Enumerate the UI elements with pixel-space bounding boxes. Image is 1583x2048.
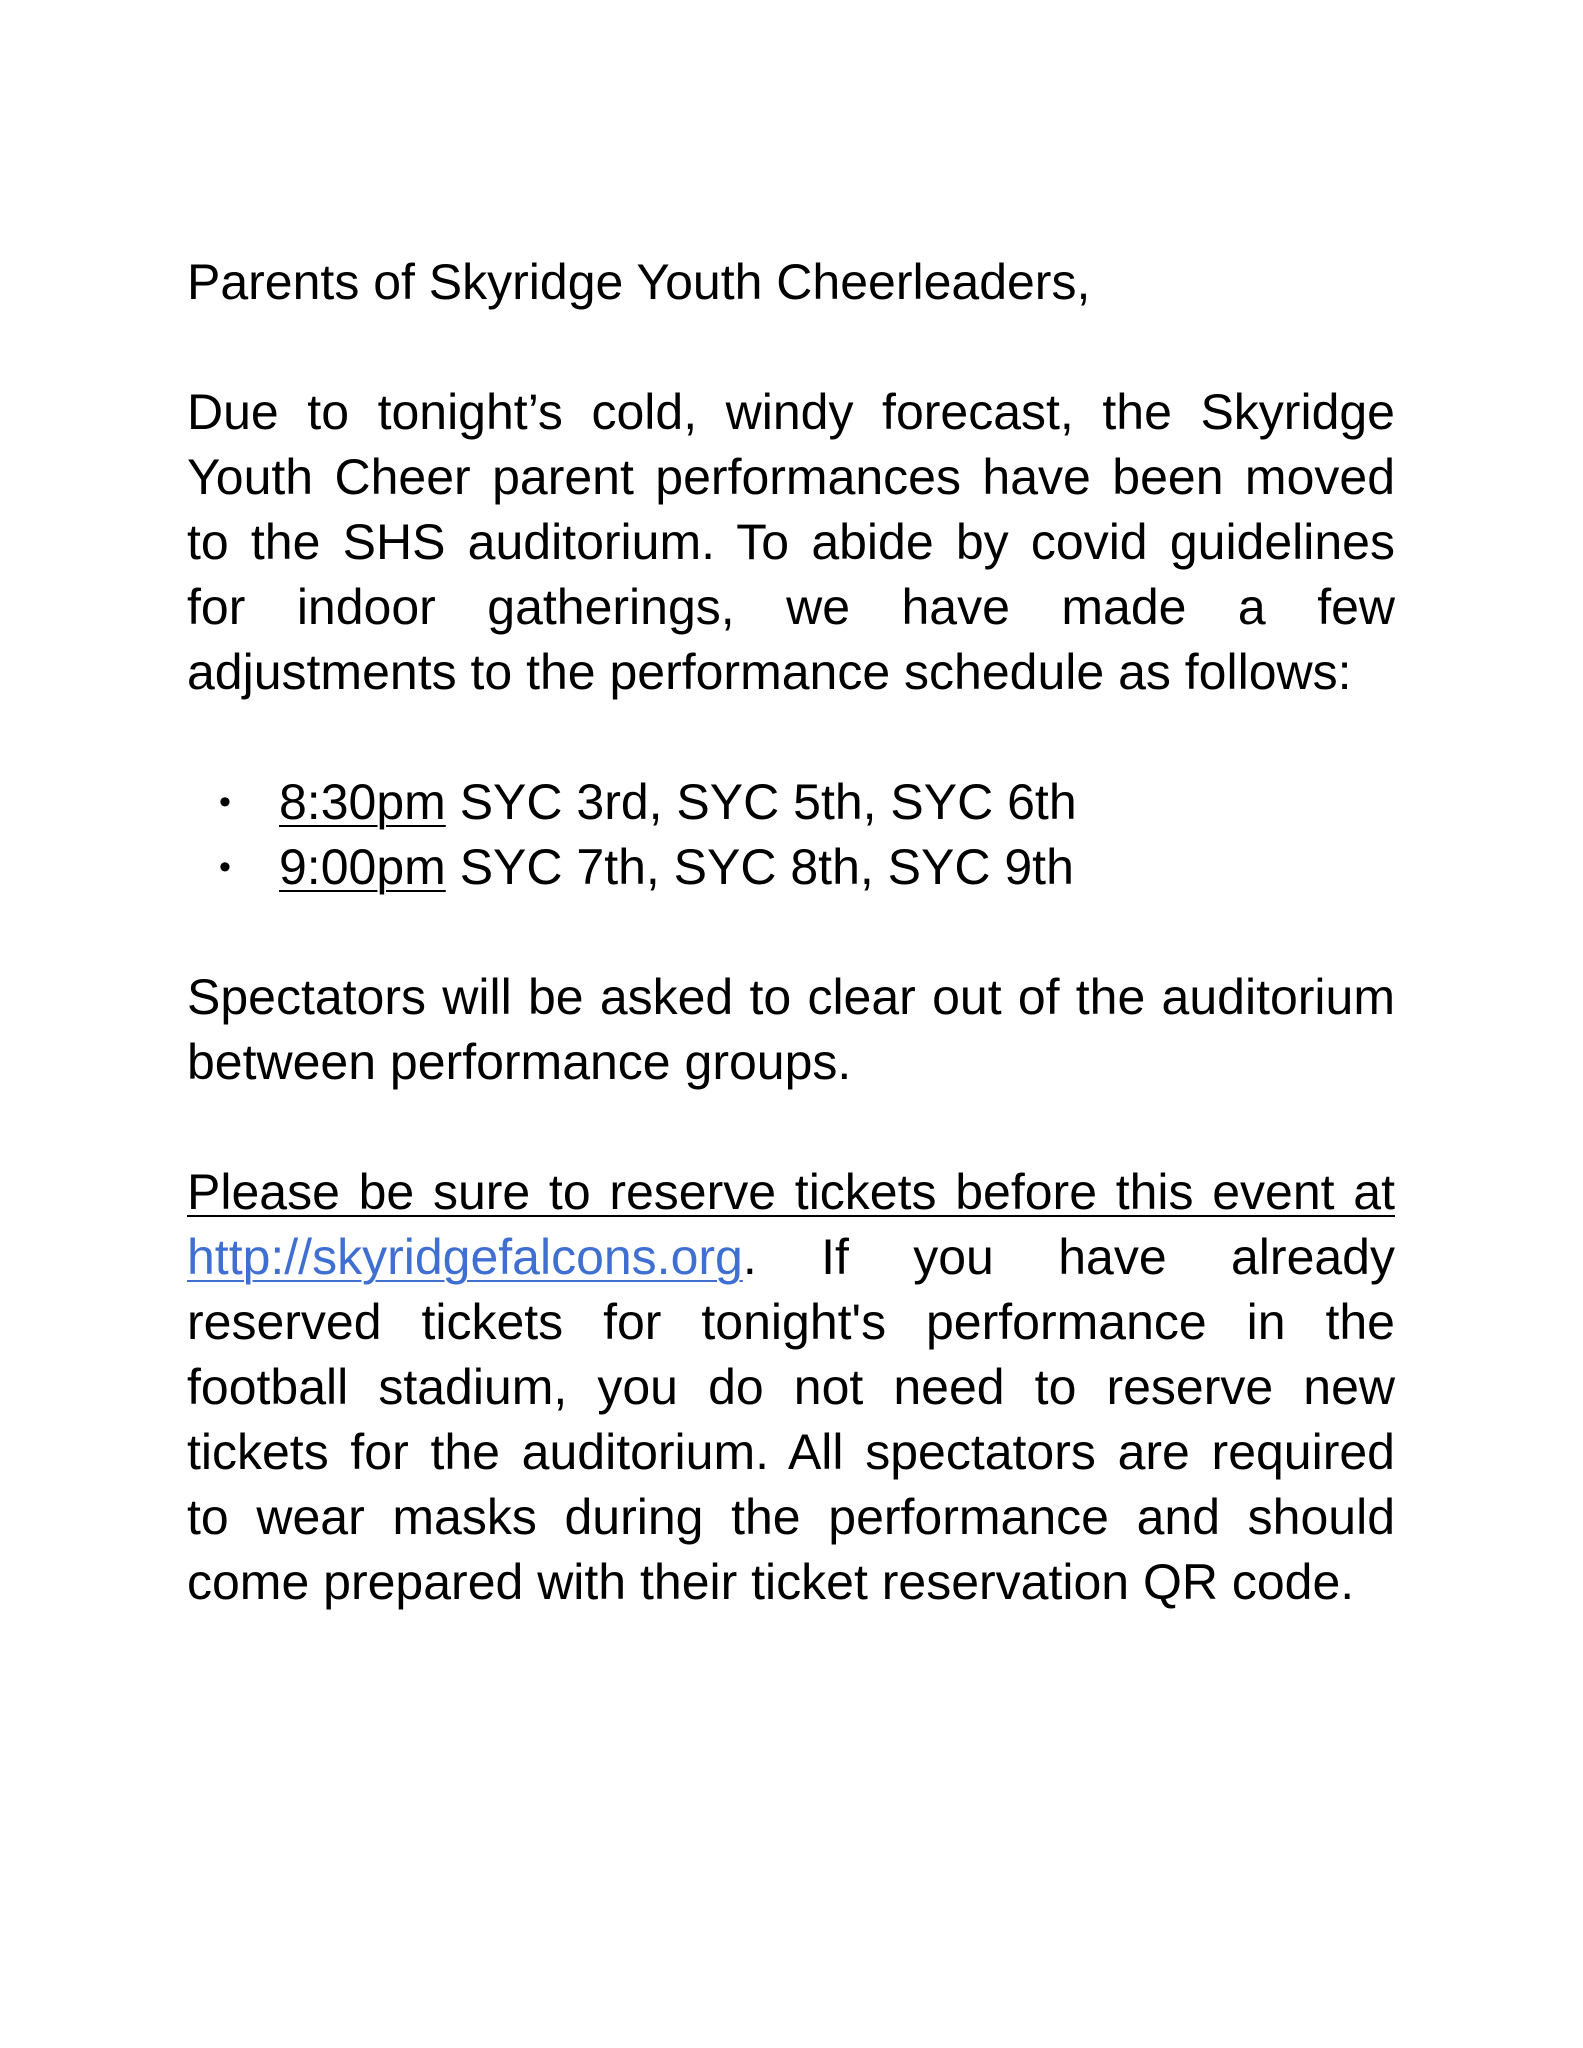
schedule-time: 9:00pm [279,839,446,895]
tickets-rest-text: . If you have already reserved tickets for tonight's performance in the football stadium, you do not need to reserve new tickets for the auditorium. All spectators are required to wear masks during the performance and should come prepared with their ticket reservation QR code. [187,1229,1395,1610]
tickets-lead-text: Please be sure to reserve tickets before this event at [187,1164,1395,1220]
tickets-paragraph [187,1160,1395,1615]
spectators-paragraph: Spectators will be asked to clear out of the auditorium between performance groups. [187,969,1395,1090]
schedule-item [187,770,1395,835]
greeting: Parents of Skyridge Youth Cheerleaders, [187,254,1091,310]
bullet-icon: • [219,848,231,886]
letter-document [187,250,1395,1680]
website-link[interactable]: http://skyridgefalcons.org [187,1229,743,1285]
intro-paragraph: Due to tonight’s cold, windy forecast, the Skyridge Youth Cheer parent performances have been moved to the SHS auditorium. To abide by covid guidelines for indoor gatherings, we have made a few adjustments to the performance schedule as follows: [187,384,1395,700]
schedule-time: 8:30pm [279,774,446,830]
schedule-groups: SYC 3rd, SYC 5th, SYC 6th [459,774,1077,830]
schedule-groups: SYC 7th, SYC 8th, SYC 9th [459,839,1074,895]
schedule-list [187,770,1395,900]
schedule-item [187,835,1395,900]
bullet-icon: • [219,783,231,821]
